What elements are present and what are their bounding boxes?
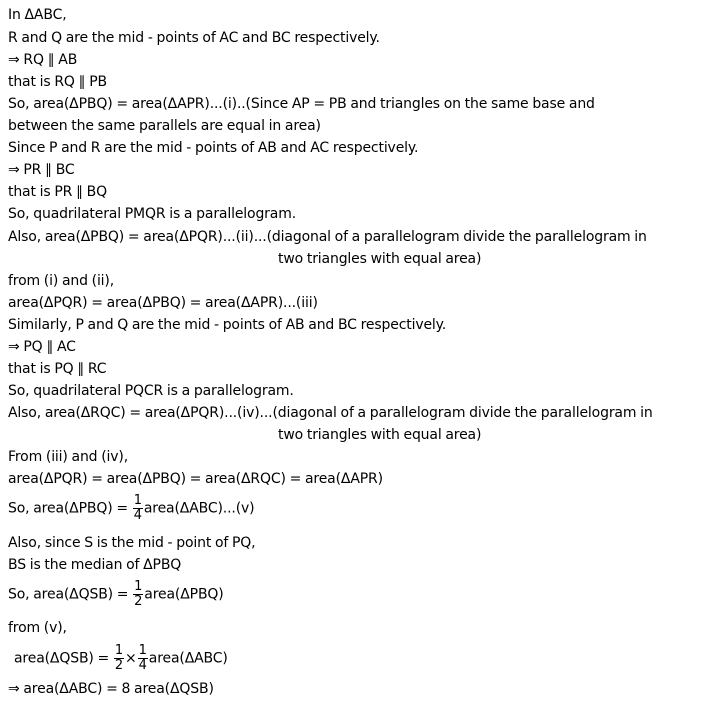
equation-text: area(ΔABC)...(v) xyxy=(143,500,255,517)
equation-text: area(ΔABC) xyxy=(148,650,228,667)
text-line: R and Q are the mid - points of AC and BC respectively. xyxy=(8,30,380,46)
text-line: So, quadrilateral PMQR is a parallelogram. xyxy=(8,206,297,222)
fraction-numerator: 1 xyxy=(133,493,142,508)
text-line: Similarly, P and Q are the mid - points of AB and BC respectively. xyxy=(8,317,447,333)
times-sign: × xyxy=(125,650,137,667)
text-line: between the same parallels are equal in area) xyxy=(8,118,321,134)
fraction-denominator: 2 xyxy=(114,658,124,673)
text-line: that is PR ∥ BQ xyxy=(8,184,107,200)
text-line: In ΔABC, xyxy=(8,7,67,23)
text-line: Also, since S is the mid - point of PQ, xyxy=(8,535,256,551)
equation-text: So, area(ΔQSB) = xyxy=(8,586,133,603)
text-line: two triangles with equal area) xyxy=(278,427,482,443)
text-line: two triangles with equal area) xyxy=(278,251,482,267)
text-line: area(ΔPQR) = area(ΔPBQ) = area(ΔAPR)...(iii) xyxy=(8,295,318,311)
fraction-denominator: 2 xyxy=(134,594,143,609)
text-line: ⇒ PR ∥ BC xyxy=(8,162,75,178)
text-line: Since P and R are the mid - points of AB and AC respectively. xyxy=(8,140,419,156)
fraction-numerator: 1 xyxy=(134,579,143,594)
fraction-denominator: 4 xyxy=(138,658,147,673)
fraction-denominator: 4 xyxy=(133,508,142,523)
text-line: BS is the median of ΔPBQ xyxy=(8,557,182,573)
text-line: that is PQ ∥ RC xyxy=(8,361,107,377)
text-line: From (iii) and (iv), xyxy=(8,449,129,465)
fraction xyxy=(114,644,124,673)
text-line: ⇒ RQ ∥ AB xyxy=(8,52,78,68)
text-line: from (i) and (ii), xyxy=(8,273,115,289)
equation-qsb xyxy=(8,580,224,609)
text-line: area(ΔPQR) = area(ΔPBQ) = area(ΔRQC) = area(ΔAPR) xyxy=(8,471,383,487)
text-line: So, area(ΔPBQ) = area(ΔAPR)...(i)..(Since AP = PB and triangles on the same base and xyxy=(8,96,595,112)
fraction xyxy=(133,580,143,609)
fraction xyxy=(138,644,148,673)
text-line: from (v), xyxy=(8,620,67,636)
fraction-numerator: 1 xyxy=(114,643,124,658)
equation-text: area(ΔPBQ) xyxy=(144,586,224,603)
text-line: that is RQ ∥ PB xyxy=(8,74,107,90)
equation-v xyxy=(8,494,254,523)
text-line: ⇒ PQ ∥ AC xyxy=(8,339,76,355)
equation-text: area(ΔQSB) = xyxy=(14,650,113,667)
fraction xyxy=(133,494,143,523)
equation-final xyxy=(14,644,228,673)
text-line: Also, area(ΔPBQ) = area(ΔPQR)...(ii)...(diagonal of a parallelogram divide the parallelogram in xyxy=(8,229,647,245)
equation-text: So, area(ΔPBQ) = xyxy=(8,500,132,517)
text-line: So, quadrilateral PQCR is a parallelogram. xyxy=(8,383,294,399)
text-line: Also, area(ΔRQC) = area(ΔPQR)...(iv)...(diagonal of a parallelogram divide the parallelogram in xyxy=(8,405,653,421)
conclusion-line: ⇒ area(ΔABC) = 8 area(ΔQSB) xyxy=(8,681,214,697)
fraction-numerator: 1 xyxy=(138,643,147,658)
